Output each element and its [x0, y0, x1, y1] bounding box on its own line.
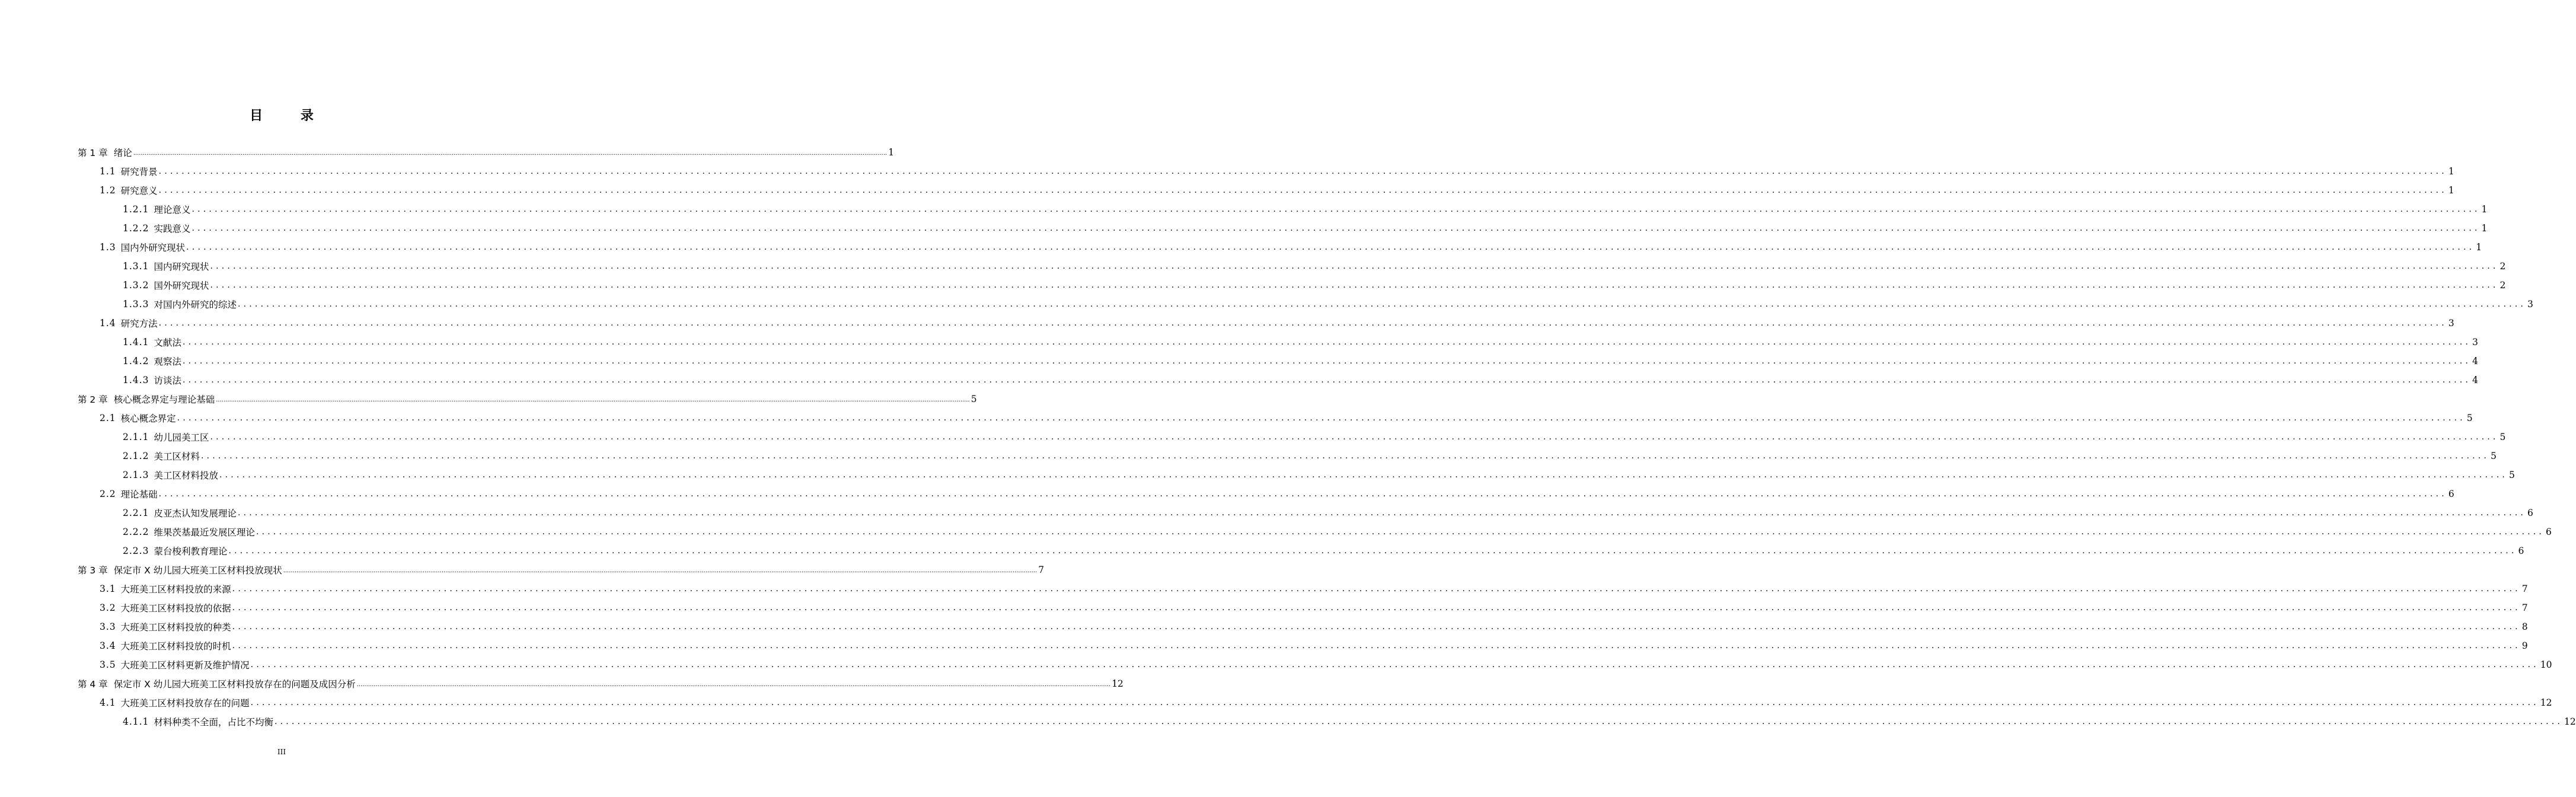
toc-entry-page: 10 [2540, 659, 2552, 670]
toc-entry-title: 大班美工区材料投放的依据 [120, 603, 231, 614]
toc-entry-page: 6 [2518, 546, 2524, 556]
toc-entry[interactable] [123, 352, 2478, 371]
toc-entry[interactable] [78, 143, 895, 162]
toc-entry-number: 1.4 [100, 318, 116, 329]
toc-entry[interactable] [100, 181, 2454, 200]
toc-leader-dots: ................................................................................................................................................................................................................................................................................................................................................................................................................ [250, 698, 2539, 707]
toc-entry-title: 材料种类不全面，占比不均衡 [154, 717, 273, 728]
toc-entry-number: 3.3 [100, 621, 116, 632]
toc-entry-title: 核心概念界定 [120, 413, 176, 424]
toc-entry[interactable] [123, 428, 2506, 447]
toc-entry-page: 1 [2448, 185, 2454, 196]
toc-leader-dots: ................................................................................................................................................................................................................................................................................................................................................................................................................ [191, 224, 2481, 233]
toc-leader-dots: ................................................................................................................................................................................................................................................................................................................................................................................................................ [232, 603, 2521, 613]
toc-leader-dots: ................................................................................................................................................................................................................................................................................................................................................................................................................ [200, 451, 2490, 461]
toc-entry-number: 1.4.2 [123, 356, 149, 366]
toc-entry[interactable] [123, 522, 2552, 541]
toc-entry-number: 2.2.3 [123, 546, 149, 556]
toc-leader-dots: ................................................................................................................................................................................................................................................................................................................................................................................................................ [158, 167, 2447, 176]
toc-entry-number: 2.2 [100, 489, 116, 499]
toc-entry-page: 3 [2448, 318, 2454, 329]
toc-entry-title: 绪论 [113, 148, 132, 158]
toc-entry-title: 实践意义 [154, 224, 191, 234]
toc-entry[interactable] [123, 219, 2488, 238]
toc-leader-dots: ................................................................................................................................................................................................................................................................................................................................................................................................................ [182, 337, 2472, 347]
toc-entry-title: 大班美工区材料投放的种类 [120, 622, 231, 633]
toc-entry-page: 5 [2509, 470, 2515, 480]
toc-entry-number: 1.2 [100, 185, 116, 196]
toc-entry-title: 理论意义 [154, 205, 191, 215]
toc-entry-number: 3.1 [100, 584, 116, 594]
toc-entry-page: 5 [2500, 432, 2506, 442]
toc-entry-number: 1.3.2 [123, 280, 149, 291]
toc-entry[interactable] [100, 617, 2528, 636]
toc-entry-page: 6 [2546, 527, 2552, 537]
toc-entry-number: 4.1.1 [123, 716, 149, 727]
toc-entry-number: 1.4.1 [123, 337, 149, 348]
toc-entry-title: 理论基础 [120, 489, 158, 500]
toc-entry-page: 2 [2500, 261, 2506, 272]
toc-entry-number: 第 3 章 [78, 565, 108, 576]
toc-entry-title: 研究方法 [120, 318, 158, 329]
toc-leader-dots: ................................................................................................................................................................................................................................................................................................................................................................................................................ [250, 660, 2539, 670]
toc-leader-dots: ................................................................................................................................................................................................................................................................................................................................................................................................................ [232, 584, 2521, 594]
page-title: 目 录 [250, 109, 330, 123]
toc-entry-page: 1 [2481, 223, 2488, 234]
toc-leader-dots: ................................................................................................................................................................................................................................................................................................................................................................................................................ [356, 681, 1111, 688]
toc-entry-page: 7 [2521, 584, 2528, 594]
toc-leader-dots: ................................................................................................................................................................................................................................................................................................................................................................................................................ [228, 546, 2517, 556]
toc-entry-title: 蒙台梭利教育理论 [154, 546, 228, 557]
toc-entry-title: 研究意义 [120, 186, 158, 196]
toc-entry[interactable] [78, 560, 1045, 579]
toc-entry-page: 8 [2521, 621, 2528, 632]
toc-entry-title: 文献法 [154, 337, 181, 348]
toc-leader-dots: ................................................................................................................................................................................................................................................................................................................................................................................................................ [237, 299, 2527, 309]
toc-entry[interactable] [100, 655, 2552, 674]
toc-entry-title: 皮亚杰认知发展理论 [154, 508, 237, 519]
toc-entry-title: 核心概念界定与理论基础 [113, 394, 215, 405]
toc-entry-number: 第 1 章 [78, 148, 108, 158]
toc-entry-title: 保定市 X 幼儿园大班美工区材料投放存在的问题及成因分析 [113, 679, 356, 690]
toc-entry[interactable] [123, 371, 2478, 390]
toc-leader-dots: ................................................................................................................................................................................................................................................................................................................................................................................................................ [133, 150, 888, 157]
toc-entry-title: 美工区材料投放 [154, 470, 218, 481]
toc-entry-page: 3 [2472, 337, 2478, 348]
toc-leader-dots: ................................................................................................................................................................................................................................................................................................................................................................................................................ [256, 527, 2545, 537]
toc-entry-number: 2.1.3 [123, 470, 149, 480]
toc-entry[interactable] [100, 484, 2454, 503]
toc-entry-number: 2.1.1 [123, 432, 149, 442]
toc-entry-title: 维果茨基最近发展区理论 [154, 527, 255, 538]
toc-entry-title: 大班美工区材料投放的来源 [120, 584, 231, 595]
toc-entry[interactable] [100, 693, 2552, 712]
toc-entry-number: 2.2.2 [123, 527, 149, 537]
toc-entry[interactable] [123, 712, 2576, 731]
toc-entry-title: 大班美工区材料更新及维护情况 [120, 660, 250, 671]
toc-entry[interactable] [123, 276, 2506, 295]
toc-entry-page: 4 [2472, 375, 2478, 385]
toc-entry-title: 对国内外研究的综述 [154, 299, 237, 310]
toc-entry[interactable] [123, 295, 2533, 314]
toc-entry-page: 1 [2448, 166, 2454, 177]
toc-entry-page: 2 [2500, 280, 2506, 291]
toc-leader-dots: ................................................................................................................................................................................................................................................................................................................................................................................................................ [237, 508, 2527, 518]
toc-entry-title: 国外研究现状 [154, 280, 209, 291]
toc-leader-dots: ................................................................................................................................................................................................................................................................................................................................................................................................................ [182, 356, 2472, 366]
toc-leader-dots: ................................................................................................................................................................................................................................................................................................................................................................................................................ [219, 470, 2508, 480]
toc-entry-page: 7 [2521, 602, 2528, 613]
toc-leader-dots: ................................................................................................................................................................................................................................................................................................................................................................................................................ [232, 622, 2521, 632]
toc-entry[interactable] [100, 579, 2528, 598]
toc-entry-title: 观察法 [154, 356, 181, 367]
toc-entry-page: 3 [2527, 299, 2533, 310]
toc-entry-number: 1.2.1 [123, 204, 149, 215]
page-number: III [277, 748, 286, 756]
toc-leader-dots: ................................................................................................................................................................................................................................................................................................................................................................................................................ [158, 318, 2447, 328]
toc-leader-dots: ................................................................................................................................................................................................................................................................................................................................................................................................................ [177, 413, 2466, 423]
toc-entry-number: 3.5 [100, 659, 116, 670]
toc-entry[interactable] [100, 238, 2482, 257]
toc-entry-number: 1.3.3 [123, 299, 149, 310]
toc-entry[interactable] [123, 333, 2478, 352]
toc-entry-number: 2.1 [100, 413, 116, 423]
toc-leader-dots: ................................................................................................................................................................................................................................................................................................................................................................................................................ [274, 717, 2564, 726]
toc-entry-number: 第 4 章 [78, 679, 108, 690]
toc-entry[interactable] [100, 409, 2473, 428]
toc-entry-page: 1 [888, 147, 895, 158]
toc-entry-title: 保定市 X 幼儿园大班美工区材料投放现状 [113, 565, 282, 576]
toc-entry-page: 6 [2527, 508, 2533, 518]
toc-entry-title: 美工区材料 [154, 451, 200, 462]
toc-entry-number: 第 2 章 [78, 394, 108, 405]
toc-leader-dots: ................................................................................................................................................................................................................................................................................................................................................................................................................ [186, 243, 2475, 252]
toc-entry-number: 1.4.3 [123, 375, 149, 385]
toc-leader-dots: ................................................................................................................................................................................................................................................................................................................................................................................................................ [182, 375, 2472, 385]
toc-entry-page: 12 [2540, 697, 2552, 708]
toc-entry-page: 5 [2466, 413, 2473, 423]
toc-entry-page: 6 [2448, 489, 2454, 499]
toc-entry[interactable] [100, 162, 2454, 181]
toc-entry-number: 3.4 [100, 640, 116, 651]
toc-leader-dots: ................................................................................................................................................................................................................................................................................................................................................................................................................ [158, 186, 2447, 195]
toc-entry[interactable] [100, 314, 2454, 333]
toc-entry-number: 1.2.2 [123, 223, 149, 234]
toc-entry-title: 研究背景 [120, 167, 158, 177]
toc-entry-title: 国内外研究现状 [120, 243, 186, 253]
toc-entry-page: 1 [2476, 242, 2482, 253]
toc-entry[interactable] [123, 257, 2506, 276]
toc-entry[interactable] [100, 598, 2528, 617]
toc-leader-dots: ................................................................................................................................................................................................................................................................................................................................................................................................................ [158, 489, 2447, 499]
toc-leader-dots: ................................................................................................................................................................................................................................................................................................................................................................................................................ [210, 262, 2499, 271]
toc-entry-title: 国内研究现状 [154, 262, 209, 272]
toc-entry-number: 1.1 [100, 166, 116, 177]
toc-entry[interactable] [78, 390, 977, 409]
toc-leader-dots: ................................................................................................................................................................................................................................................................................................................................................................................................................ [216, 397, 970, 403]
toc-entry-page: 7 [1038, 565, 1045, 575]
toc-entry-page: 9 [2521, 640, 2528, 651]
toc-entry-title: 访谈法 [154, 375, 181, 386]
toc-entry[interactable] [123, 541, 2524, 560]
toc-entry-page: 12 [2564, 716, 2576, 727]
toc-entry-page: 5 [2491, 451, 2497, 461]
toc-entry[interactable] [100, 636, 2528, 655]
toc-entry[interactable] [123, 447, 2497, 466]
toc-entry-title: 大班美工区材料投放的时机 [120, 641, 231, 652]
toc-entry-number: 1.3.1 [123, 261, 149, 272]
toc-leader-dots: ................................................................................................................................................................................................................................................................................................................................................................................................................ [210, 432, 2499, 442]
toc-leader-dots: ................................................................................................................................................................................................................................................................................................................................................................................................................ [191, 205, 2481, 214]
toc-entry-number: 2.2.1 [123, 508, 149, 518]
toc-entry-page: 5 [971, 394, 977, 404]
toc-entry-number: 4.1 [100, 697, 116, 708]
toc-entry-title: 幼儿园美工区 [154, 432, 209, 443]
toc-entry[interactable] [123, 466, 2515, 484]
toc-entry-number: 2.1.2 [123, 451, 149, 461]
toc-entry[interactable] [123, 200, 2488, 219]
toc-entry[interactable] [78, 674, 1123, 693]
toc-entry-number: 1.3 [100, 242, 116, 253]
toc-leader-dots: ................................................................................................................................................................................................................................................................................................................................................................................................................ [210, 280, 2499, 290]
toc-entry[interactable] [123, 503, 2533, 522]
toc-leader-dots: ................................................................................................................................................................................................................................................................................................................................................................................................................ [283, 568, 1038, 574]
toc-leader-dots: ................................................................................................................................................................................................................................................................................................................................................................................................................ [232, 641, 2521, 651]
toc-entry-title: 大班美工区材料投放存在的问题 [120, 698, 250, 709]
toc-entry-number: 3.2 [100, 602, 116, 613]
toc-entry-page: 12 [1112, 678, 1123, 689]
toc-entry-page: 4 [2472, 356, 2478, 366]
toc-entry-page: 1 [2481, 204, 2488, 215]
